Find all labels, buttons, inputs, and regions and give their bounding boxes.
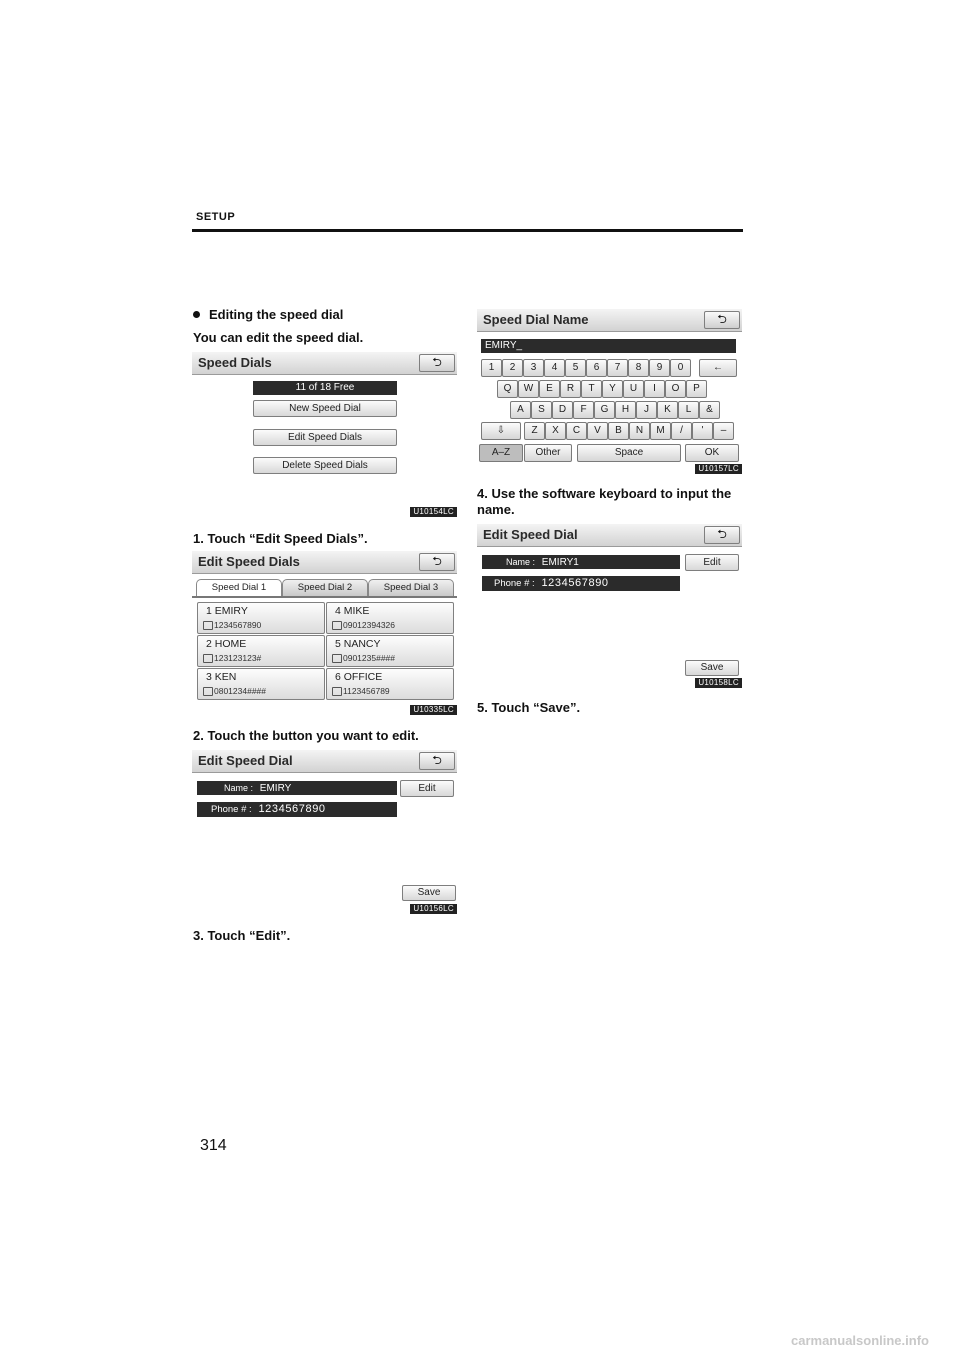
keyboard-key[interactable]: O [665, 380, 686, 398]
bullet-icon [193, 311, 200, 318]
entry-phone: 09012394326 [343, 620, 396, 630]
entry-name: 5 NANCY [335, 638, 381, 650]
step-2: 2. Touch the button you want to edit. [193, 728, 419, 743]
keyboard-key[interactable]: 9 [649, 359, 670, 377]
keyboard-key[interactable]: 4 [544, 359, 565, 377]
speed-dial-entry[interactable] [197, 668, 325, 700]
phone-label: Phone # : [211, 804, 252, 815]
keyboard-key[interactable]: 1 [481, 359, 502, 377]
tab-speed-dial-2[interactable]: Speed Dial 2 [282, 579, 368, 596]
name-field [482, 555, 680, 569]
figure-code: U10157LC [695, 464, 742, 474]
home-phone-icon [203, 621, 213, 630]
tab-strip [192, 579, 457, 598]
screen-title: Edit Speed Dials [198, 554, 300, 569]
figure-code: U10335LC [410, 705, 457, 715]
keyboard-key[interactable]: N [629, 422, 650, 440]
keyboard-key[interactable]: M [650, 422, 671, 440]
screen-title: Edit Speed Dial [198, 753, 293, 768]
keyboard-key[interactable]: C [566, 422, 587, 440]
mobile-phone-icon [203, 687, 213, 696]
entry-name: 1 EMIRY [206, 605, 248, 617]
ok-key[interactable]: OK [685, 444, 739, 462]
tab-speed-dial-1[interactable]: Speed Dial 1 [196, 579, 282, 596]
keyboard-key[interactable]: 8 [628, 359, 649, 377]
speed-dial-entry[interactable] [326, 635, 454, 667]
name-value: EMIRY1 [541, 557, 579, 568]
speed-dial-name-screen [477, 309, 742, 474]
shift-key[interactable]: ⇩ [481, 422, 521, 440]
keyboard-key[interactable]: Q [497, 380, 518, 398]
keyboard-key[interactable]: R [560, 380, 581, 398]
keyboard-key[interactable]: G [594, 401, 615, 419]
phone-field [197, 802, 397, 817]
a-z-key[interactable]: A–Z [479, 444, 523, 462]
phone-value: 1234567890 [541, 577, 609, 589]
delete-speed-dials-button[interactable]: Delete Speed Dials [253, 457, 397, 474]
free-count-bar: 11 of 18 Free [253, 381, 397, 395]
keyboard-key[interactable]: L [678, 401, 699, 419]
figure-code: U10156LC [410, 904, 457, 914]
back-button[interactable]: ⮌ [419, 752, 455, 770]
section-header: SETUP [196, 211, 236, 223]
keyboard-key[interactable]: 0 [670, 359, 691, 377]
entry-phone: 0801234#### [214, 686, 267, 696]
mobile-phone-icon [332, 621, 342, 630]
keyboard-key[interactable]: D [552, 401, 573, 419]
phone-value: 1234567890 [258, 803, 326, 815]
name-label: Name : [224, 783, 254, 793]
figure-code: U10154LC [410, 507, 457, 517]
name-input-value: EMIRY_ [485, 340, 523, 351]
keyboard-key[interactable]: 7 [607, 359, 628, 377]
keyboard-key[interactable]: & [699, 401, 720, 419]
edit-button[interactable]: Edit [400, 780, 454, 797]
keyboard-key[interactable]: – [713, 422, 734, 440]
keyboard-key[interactable]: H [615, 401, 636, 419]
intro-text: You can edit the speed dial. [193, 330, 364, 345]
tab-speed-dial-3[interactable]: Speed Dial 3 [368, 579, 454, 596]
speed-dial-entry[interactable] [197, 602, 325, 634]
step-4: 4. Use the software keyboard to input the name. [477, 486, 732, 517]
speed-dial-entry[interactable] [326, 602, 454, 634]
back-button[interactable]: ⮌ [419, 354, 455, 372]
keyboard-key[interactable]: T [581, 380, 602, 398]
keyboard-key[interactable]: 3 [523, 359, 544, 377]
entry-phone: 1234567890 [214, 620, 262, 630]
back-button[interactable]: ⮌ [704, 311, 740, 329]
save-button[interactable]: Save [685, 660, 739, 676]
watermark: carmanualsonline.info [791, 1333, 929, 1348]
back-button[interactable]: ⮌ [704, 526, 740, 544]
keyboard-key[interactable]: V [587, 422, 608, 440]
name-field [197, 781, 397, 795]
space-key[interactable]: Space [577, 444, 681, 462]
save-button[interactable]: Save [402, 885, 456, 901]
entry-name: 4 MIKE [335, 605, 370, 617]
keyboard-key[interactable]: 5 [565, 359, 586, 377]
header-rule [192, 229, 743, 232]
back-button[interactable]: ⮌ [419, 553, 455, 571]
edit-speed-dial-screen [192, 750, 457, 914]
edit-speed-dials-button[interactable]: Edit Speed Dials [253, 429, 397, 446]
keyboard-key[interactable]: X [545, 422, 566, 440]
backspace-key[interactable]: ← [699, 359, 737, 377]
other-key[interactable]: Other [524, 444, 572, 462]
speed-dial-entry[interactable] [197, 635, 325, 667]
speed-dials-screen [192, 352, 457, 517]
step-3: 3. Touch “Edit”. [193, 928, 291, 943]
keyboard-key[interactable]: 6 [586, 359, 607, 377]
name-value: EMIRY [259, 783, 292, 794]
keyboard-key[interactable]: A [510, 401, 531, 419]
title-bar [192, 551, 457, 574]
keyboard-key[interactable]: ' [692, 422, 713, 440]
speed-dial-entry[interactable] [326, 668, 454, 700]
phone-label: Phone # : [494, 578, 535, 589]
title-bar [192, 750, 457, 773]
new-speed-dial-button[interactable]: New Speed Dial [253, 400, 397, 417]
page-number: 314 [200, 1137, 227, 1154]
edit-speed-dials-screen [192, 551, 457, 715]
keyboard-key[interactable]: F [573, 401, 594, 419]
figure-code: U10158LC [695, 678, 742, 688]
keyboard-key[interactable]: I [644, 380, 665, 398]
keyboard-key[interactable]: J [636, 401, 657, 419]
title-bar [192, 352, 457, 375]
keyboard-key[interactable]: Y [602, 380, 623, 398]
home-phone-icon [203, 654, 213, 663]
entry-phone: 1123456789 [343, 686, 390, 696]
edit-speed-dial-updated-screen [477, 524, 742, 688]
phone-field [482, 576, 680, 591]
keyboard-key[interactable]: 2 [502, 359, 523, 377]
keyboard-key[interactable]: / [671, 422, 692, 440]
keyboard-key[interactable]: W [518, 380, 539, 398]
entry-phone: 0901235#### [343, 653, 396, 663]
step-1: 1. Touch “Edit Speed Dials”. [193, 531, 368, 546]
keyboard-key[interactable]: K [657, 401, 678, 419]
screen-title: Speed Dial Name [483, 312, 589, 327]
name-input-field[interactable] [481, 339, 736, 353]
keyboard-key[interactable]: U [623, 380, 644, 398]
entry-name: 2 HOME [206, 638, 247, 650]
name-label: Name : [506, 557, 536, 567]
keyboard-key[interactable]: P [686, 380, 707, 398]
section-title-text: Editing the speed dial [209, 307, 344, 322]
keyboard-key[interactable]: S [531, 401, 552, 419]
step-5: 5. Touch “Save”. [477, 700, 581, 715]
screen-title: Speed Dials [198, 355, 272, 370]
keyboard-key[interactable]: E [539, 380, 560, 398]
edit-button[interactable]: Edit [685, 554, 739, 571]
mobile-phone-icon [332, 654, 342, 663]
entry-name: 3 KEN [206, 671, 237, 683]
keyboard-key[interactable]: B [608, 422, 629, 440]
keyboard-key[interactable]: Z [524, 422, 545, 440]
entry-phone: 123123123# [214, 653, 262, 663]
office-phone-icon [332, 687, 342, 696]
screen-title: Edit Speed Dial [483, 527, 578, 542]
title-bar [477, 309, 742, 332]
entry-name: 6 OFFICE [335, 671, 383, 683]
section-title [193, 307, 343, 322]
title-bar [477, 524, 742, 547]
